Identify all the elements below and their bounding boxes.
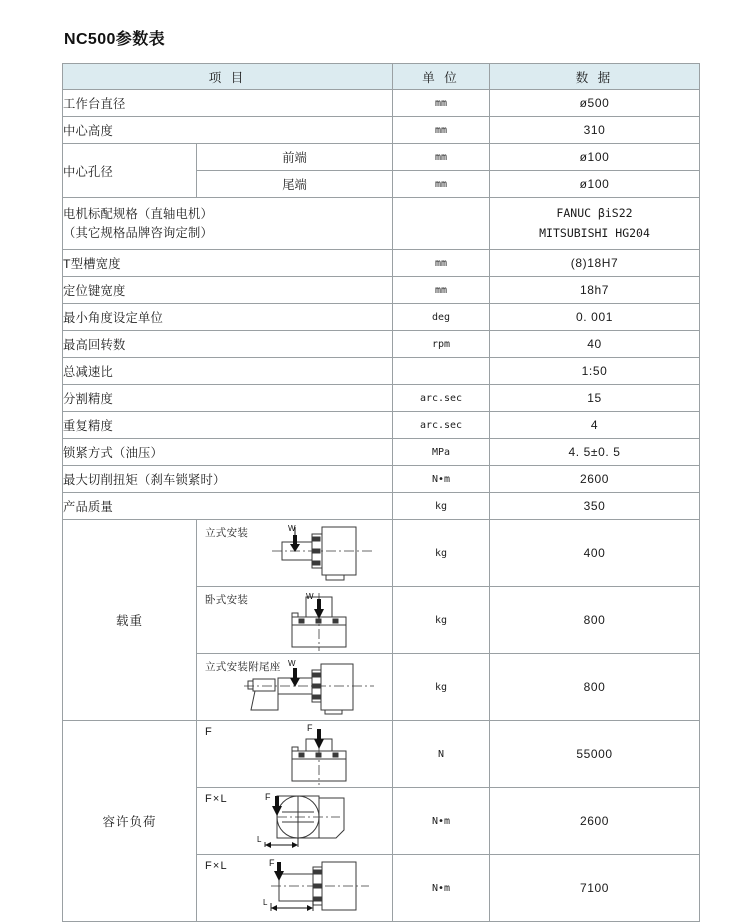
row-unit: kg [393, 520, 490, 587]
row-value: 350 [490, 493, 700, 520]
svg-text:W: W [306, 592, 314, 602]
row-unit: rpm [393, 331, 490, 358]
permissible-load-group-label: 容许负荷 [63, 721, 197, 922]
permissible-load-group-row [63, 721, 700, 788]
row-label: 最大切削扭矩（刹车锁紧时） [63, 466, 393, 493]
row-unit: mm [393, 277, 490, 304]
row-value: 2600 [490, 466, 700, 493]
row-value: 18h7 [490, 277, 700, 304]
row-value: ø100 [490, 171, 700, 198]
vertical-mount-cell [197, 520, 393, 587]
row-label: 产品质量 [63, 493, 393, 520]
row-label: 定位键宽度 [63, 277, 393, 304]
diagram-caption: 卧式安装 [205, 594, 249, 607]
row-value: 40 [490, 331, 700, 358]
row-value: ø100 [490, 144, 700, 171]
table-row [63, 439, 700, 466]
overhang-moment-diagram [257, 857, 382, 919]
row-unit: kg [393, 493, 490, 520]
row-label: 分割精度 [63, 385, 393, 412]
row-value: 0. 001 [490, 304, 700, 331]
table-row-motor-spec [63, 198, 700, 250]
row-unit: arc.sec [393, 412, 490, 439]
row-value: ø500 [490, 90, 700, 117]
row-label: 中心孔径 [63, 144, 197, 198]
vertical-mount-diagram [264, 522, 382, 584]
row-value: 55000 [490, 721, 700, 788]
table-header-row [63, 64, 700, 90]
table-row [63, 331, 700, 358]
table-row [63, 144, 700, 171]
svg-text:F: F [307, 723, 313, 734]
diagram-caption: 立式安装附尾座 [205, 661, 281, 674]
row-value [490, 198, 700, 250]
svg-text:L: L [263, 898, 268, 908]
row-unit: N•m [393, 788, 490, 855]
table-row [63, 250, 700, 277]
table-row [63, 412, 700, 439]
load-group-row [63, 520, 700, 587]
horizontal-mount-cell [197, 587, 393, 654]
table-row [63, 304, 700, 331]
row-value: 800 [490, 587, 700, 654]
row-value: 800 [490, 654, 700, 721]
axial-force-cell [197, 721, 393, 788]
header-unit: 单 位 [393, 64, 490, 90]
table-row [63, 466, 700, 493]
row-value: 7100 [490, 855, 700, 922]
row-unit: mm [393, 250, 490, 277]
overhang-moment-cell [197, 855, 393, 922]
row-label [63, 198, 393, 250]
row-value: (8)18H7 [490, 250, 700, 277]
diagram-caption: F [205, 726, 213, 739]
row-unit: mm [393, 117, 490, 144]
row-unit: kg [393, 587, 490, 654]
axial-force-diagram [264, 723, 382, 785]
table-row [63, 493, 700, 520]
row-label: T型槽宽度 [63, 250, 393, 277]
radial-moment-cell [197, 788, 393, 855]
row-sub-label: 前端 [197, 144, 393, 171]
row-unit: N [393, 721, 490, 788]
header-item: 项 目 [63, 64, 393, 90]
row-label: 重复精度 [63, 412, 393, 439]
svg-text:F: F [265, 792, 271, 803]
vertical-mount-tailstock-cell [197, 654, 393, 721]
row-value: 2600 [490, 788, 700, 855]
row-unit: mm [393, 171, 490, 198]
row-unit: mm [393, 90, 490, 117]
vertical-mount-tailstock-diagram [242, 656, 382, 718]
table-row [63, 385, 700, 412]
row-value: 15 [490, 385, 700, 412]
row-label: 工作台直径 [63, 90, 393, 117]
svg-text:F: F [269, 858, 275, 869]
row-unit: mm [393, 144, 490, 171]
motor-spec-line-2: （其它规格品牌咨询定制） [63, 225, 213, 240]
page-title: NC500参数表 [64, 31, 166, 48]
row-label: 中心高度 [63, 117, 393, 144]
row-label: 总减速比 [63, 358, 393, 385]
row-unit: N•m [393, 466, 490, 493]
table-row [63, 277, 700, 304]
row-sub-label: 尾端 [197, 171, 393, 198]
motor-brand-line-2: MITSUBISHI HG204 [539, 225, 650, 240]
horizontal-mount-diagram [264, 589, 382, 651]
svg-text:W: W [288, 524, 296, 534]
diagram-caption: F×L [205, 860, 228, 873]
row-label: 最高回转数 [63, 331, 393, 358]
svg-text:L: L [257, 835, 262, 845]
row-unit [393, 358, 490, 385]
row-value: 400 [490, 520, 700, 587]
motor-spec-line-1: 电机标配规格（直轴电机） [63, 206, 213, 221]
table-row [63, 117, 700, 144]
load-group-label: 载重 [63, 520, 197, 721]
motor-brand-line-1: FANUC βiS22 [556, 206, 633, 220]
row-value: 1:50 [490, 358, 700, 385]
row-unit: deg [393, 304, 490, 331]
diagram-caption: F×L [205, 793, 228, 806]
svg-text:W: W [288, 659, 296, 669]
specification-table [62, 63, 700, 922]
row-unit: arc.sec [393, 385, 490, 412]
table-row [63, 358, 700, 385]
radial-moment-diagram [252, 790, 382, 852]
row-unit [393, 198, 490, 250]
header-data: 数 据 [490, 64, 700, 90]
row-value: 4 [490, 412, 700, 439]
row-value: 310 [490, 117, 700, 144]
row-label: 锁紧方式（油压） [63, 439, 393, 466]
row-unit: kg [393, 654, 490, 721]
row-value: 4. 5±0. 5 [490, 439, 700, 466]
row-label: 最小角度设定单位 [63, 304, 393, 331]
row-unit: MPa [393, 439, 490, 466]
diagram-caption: 立式安装 [205, 527, 249, 540]
table-row [63, 90, 700, 117]
row-unit: N•m [393, 855, 490, 922]
